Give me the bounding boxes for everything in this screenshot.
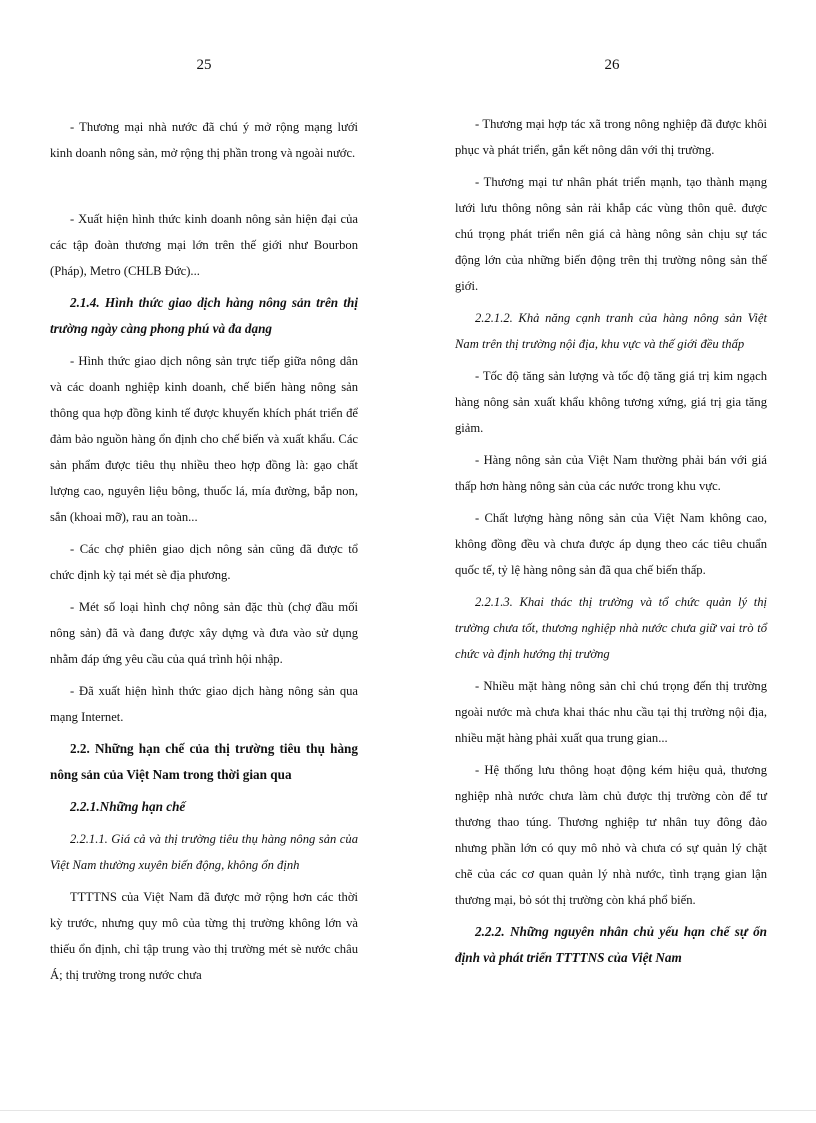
paragraph: - Hình thức giao dịch nông sản trực tiếp giữa nông dân và các doanh nghiệp kinh doanh, chế biến hàng nông sản thông qua hợp đồng kinh tế được khuyến khích phát triển để đảm bảo nguồn hàng ổn định cho chế biến và xuất khẩu. Các sản phẩm được tiêu thụ nhiều theo hợp đồng là: gạo chất lượng cao, nguyên liệu bông, thuốc lá, mía đường, bắp non, sắn (khoai mỡ), rau an toàn... (50, 354, 358, 524)
paragraph: - Xuất hiện hình thức kinh doanh nông sản hiện đại của các tập đoàn thương mại lớn trên thế giới như Bourbon (Pháp), Metro (CHLB Đức)... (50, 212, 358, 278)
right-page-column (455, 111, 767, 977)
section-heading: 2.2.2. Những nguyên nhân chủ yếu hạn chế sự ổn định và phát triển TTTTNS của Việt Nam (455, 924, 767, 965)
paragraph: - Hệ thống lưu thông hoạt động kém hiệu quả, thương nghiệp nhà nước chưa làm chủ được thị trường còn để tư thương thao túng. Thương nghiệp tư nhân tuy đông đảo nhưng phần lớn có quy mô nhỏ và chưa có sự quản lý chặt chẽ của các cơ quan quản lý nhà nước, tình trạng gian lận thương mại, bỏ sót thị trường còn khá phổ biến. (455, 763, 767, 907)
paragraph: - Hàng nông sản của Việt Nam thường phải bán với giá thấp hơn hàng nông sản của các nước trong khu vực. (455, 453, 767, 493)
subsection-heading: 2.2.1.3. Khai thác thị trường và tổ chức quản lý thị trường chưa tốt, thương nghiệp nhà nước chưa giữ vai trò tổ chức và định hướng thị trường (455, 595, 767, 661)
paragraph: - Chất lượng hàng nông sản của Việt Nam không cao, không đồng đều và chưa được áp dụng theo các tiêu chuẩn quốc tế, tỷ lệ hàng nông sản đã qua chế biến thấp. (455, 511, 767, 577)
subsection-heading: 2.2.1.1. Giá cả và thị trường tiêu thụ hàng nông sản của Việt Nam thường xuyên biến động, không ổn định (50, 832, 358, 872)
subsection-heading: 2.2.1.Những hạn chế (70, 799, 186, 814)
section-heading: 2.1.4. Hình thức giao dịch hàng nông sản trên thị trường ngày càng phong phú và đa dạng (50, 295, 358, 336)
page-bottom-divider (0, 1110, 816, 1111)
paragraph: - Đã xuất hiện hình thức giao dịch hàng nông sản qua mạng Internet. (50, 684, 358, 724)
paragraph: - Tốc độ tăng sản lượng và tốc độ tăng giá trị kim ngạch hàng nông sản xuất khẩu không tương xứng, giá trị gia tăng giảm. (455, 369, 767, 435)
paragraph: - Nhiều mặt hàng nông sản chỉ chú trọng đến thị trường ngoài nước mà chưa khai thác nhu cầu tại thị trường nội địa, nhiều mặt hàng phải xuất qua trung gian... (455, 679, 767, 745)
left-page-number: 25 (196, 57, 212, 73)
right-page-number: 26 (604, 57, 620, 73)
paragraph: - Mét số loại hình chợ nông sản đặc thù (chợ đầu mối nông sản) đã và đang được xây dựng và đưa vào sử dụng nhằm đáp ứng yêu cầu của quá trình hội nhập. (50, 600, 358, 666)
paragraph: - Thương mại tư nhân phát triển mạnh, tạo thành mạng lưới lưu thông nông sản rải khắp các vùng thôn quê. được chú trọng phát triển nên giá cả hàng nông sản chịu sự tác động lớn của những biến động trên thị trường nông sản thế giới. (455, 175, 767, 293)
subsection-heading: 2.2.1.2. Khả năng cạnh tranh của hàng nông sản Việt Nam trên thị trường nội địa, khu vực và thế giới đều thấp (455, 311, 767, 351)
left-page-column (50, 114, 358, 994)
paragraph: - Thương mại nhà nước đã chú ý mở rộng mạng lưới kinh doanh nông sản, mở rộng thị phần trong và ngoài nước. (50, 120, 358, 160)
paragraph: - Thương mại hợp tác xã trong nông nghiệp đã được khôi phục và phát triển, gắn kết nông dân với thị trường. (455, 117, 767, 157)
paragraph: TTTTNS của Việt Nam đã được mở rộng hơn các thời kỳ trước, nhưng quy mô của từng thị trường không lớn và thiếu ổn định, chỉ tập trung vào thị trường mét sè nước châu Á; thị trường trong nước chưa (50, 890, 358, 982)
section-heading: 2.2. Những hạn chế của thị trường tiêu thụ hàng nông sản của Việt Nam trong thời gian qua (50, 741, 358, 782)
paragraph: - Các chợ phiên giao dịch nông sản cũng đã được tổ chức định kỳ tại mét sè địa phương. (50, 542, 358, 582)
